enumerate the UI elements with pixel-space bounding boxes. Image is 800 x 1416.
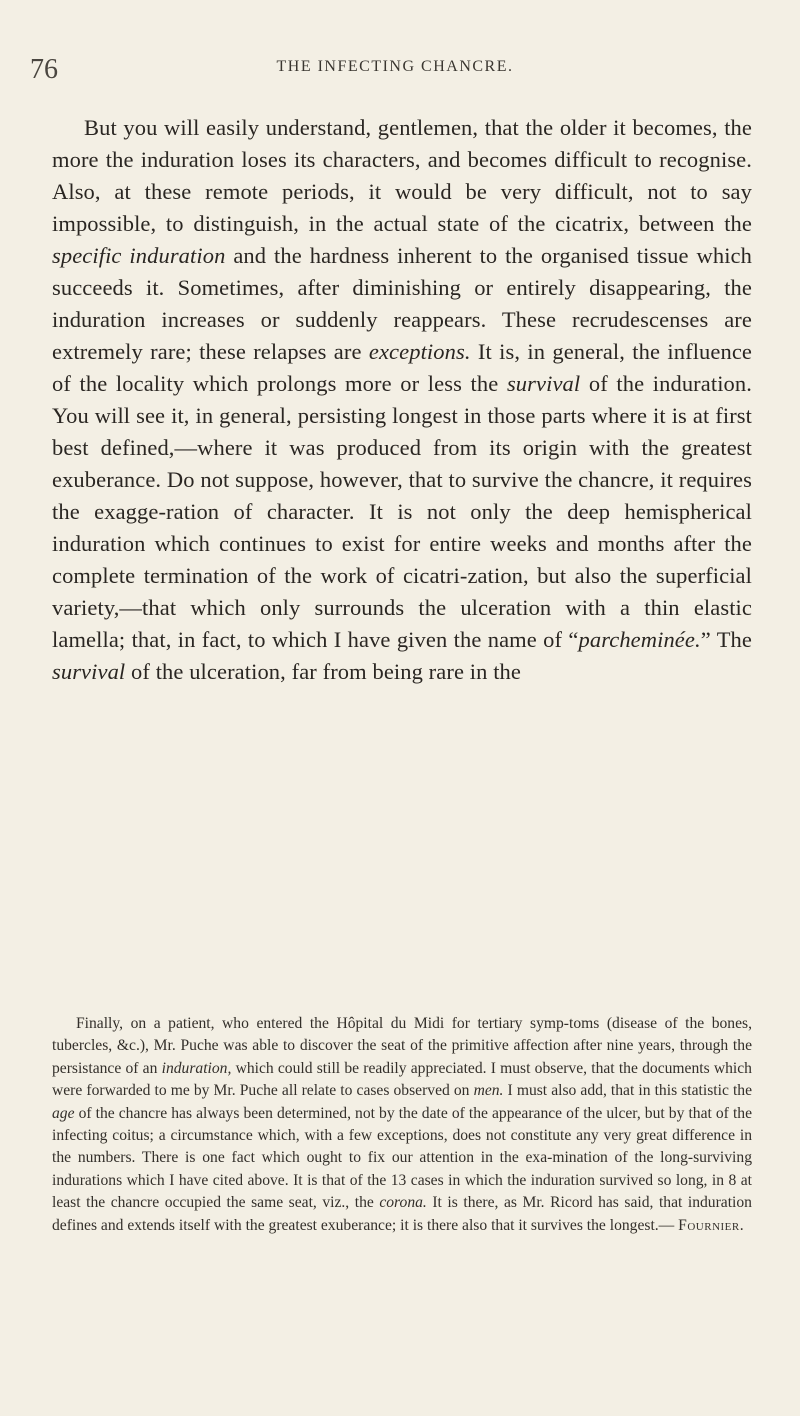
footnote-segment: which could still be readily appreciated. I must observe, that the documents which were forwarded to me by Mr. Puche all relate to cases observed on (52, 1059, 752, 1100)
footnote-italic: induration, (161, 1059, 232, 1077)
text-segment: But you will easily understand, gentlemen, that the older it becomes, the more the induration loses its characters, and becomes difficult to recognise. Also, at these remote periods, it would be very difficult, not to say impossible, to distinguish, in the actual state of the cicatrix, between the (52, 115, 752, 236)
footnote (52, 1013, 752, 1237)
main-paragraph (52, 112, 752, 688)
page-header (30, 50, 760, 90)
footnote-italic: men. (473, 1082, 504, 1100)
footnote-italic: corona. (379, 1194, 427, 1212)
footnote-segment: Finally, on a patient, who entered the Hôpital du Midi for tertiary symp-toms (disease of the bones, tubercles, &c.), Mr. Puche was able to discover the seat of the primitive affection after nine years, through the persistance of an (52, 1015, 752, 1077)
italic-term: exceptions. (368, 339, 471, 364)
italic-term: survival (506, 371, 581, 396)
footnote-italic: age (52, 1104, 75, 1122)
footnote-segment: of the chancre has always been determined, not by the date of the appearance of the ulcer, but by that of the infecting coitus; a circumstance which, with a few exceptions, does not constitute any very great difference in the numbers. There is one fact which ought to fix our attention in the exa-mination of the long-surviving indurations which I have cited above. It is that of the 13 cases in which the induration survived so long, in 8 at least the chancre occupied the same seat, viz., the (52, 1104, 752, 1212)
text-segment: It is, in general, the influence of the locality which prolongs more or less the (52, 339, 753, 396)
italic-term: parcheminée. (578, 627, 701, 652)
running-head: THE INFECTING CHANCRE. (276, 58, 514, 75)
text-segment: and the hardness inherent to the organised tissue which succeeds it. Sometimes, after diminishing or entirely disappearing, the induration increases or suddenly reappears. These recrudescenses are extremely rare; these relapses are (52, 243, 752, 364)
footnote-segment: I must also add, that in this statistic the (503, 1082, 752, 1100)
footnote-segment: It is there, as Mr. Ricord has said, that induration defines and extends itself with the greatest exuberance; it is there also that it survives the longest.— (52, 1194, 752, 1234)
italic-term: specific induration (52, 243, 226, 268)
footnote-author: Fournier. (678, 1216, 745, 1234)
italic-term: survival (52, 659, 126, 684)
text-segment: ” The (700, 627, 752, 652)
text-segment: of the induration. You will see it, in general, persisting longest in those parts where it is at first best defined,—where it was produced from its origin with the greatest exuberance. Do not suppose, however, that to survive the chancre, it requires the exagge-ration of character. It is not only the deep hemispherical induration which continues to exist for entire weeks and months after the complete termination of the work of cicatri-zation, but also the superficial variety,—that which only surrounds the ulceration with a thin elastic lamella; that, in fact, to which I have given the name of “ (52, 371, 752, 652)
page-number: 76 (30, 54, 58, 85)
text-segment: of the ulceration, far from being rare in the (125, 659, 521, 684)
